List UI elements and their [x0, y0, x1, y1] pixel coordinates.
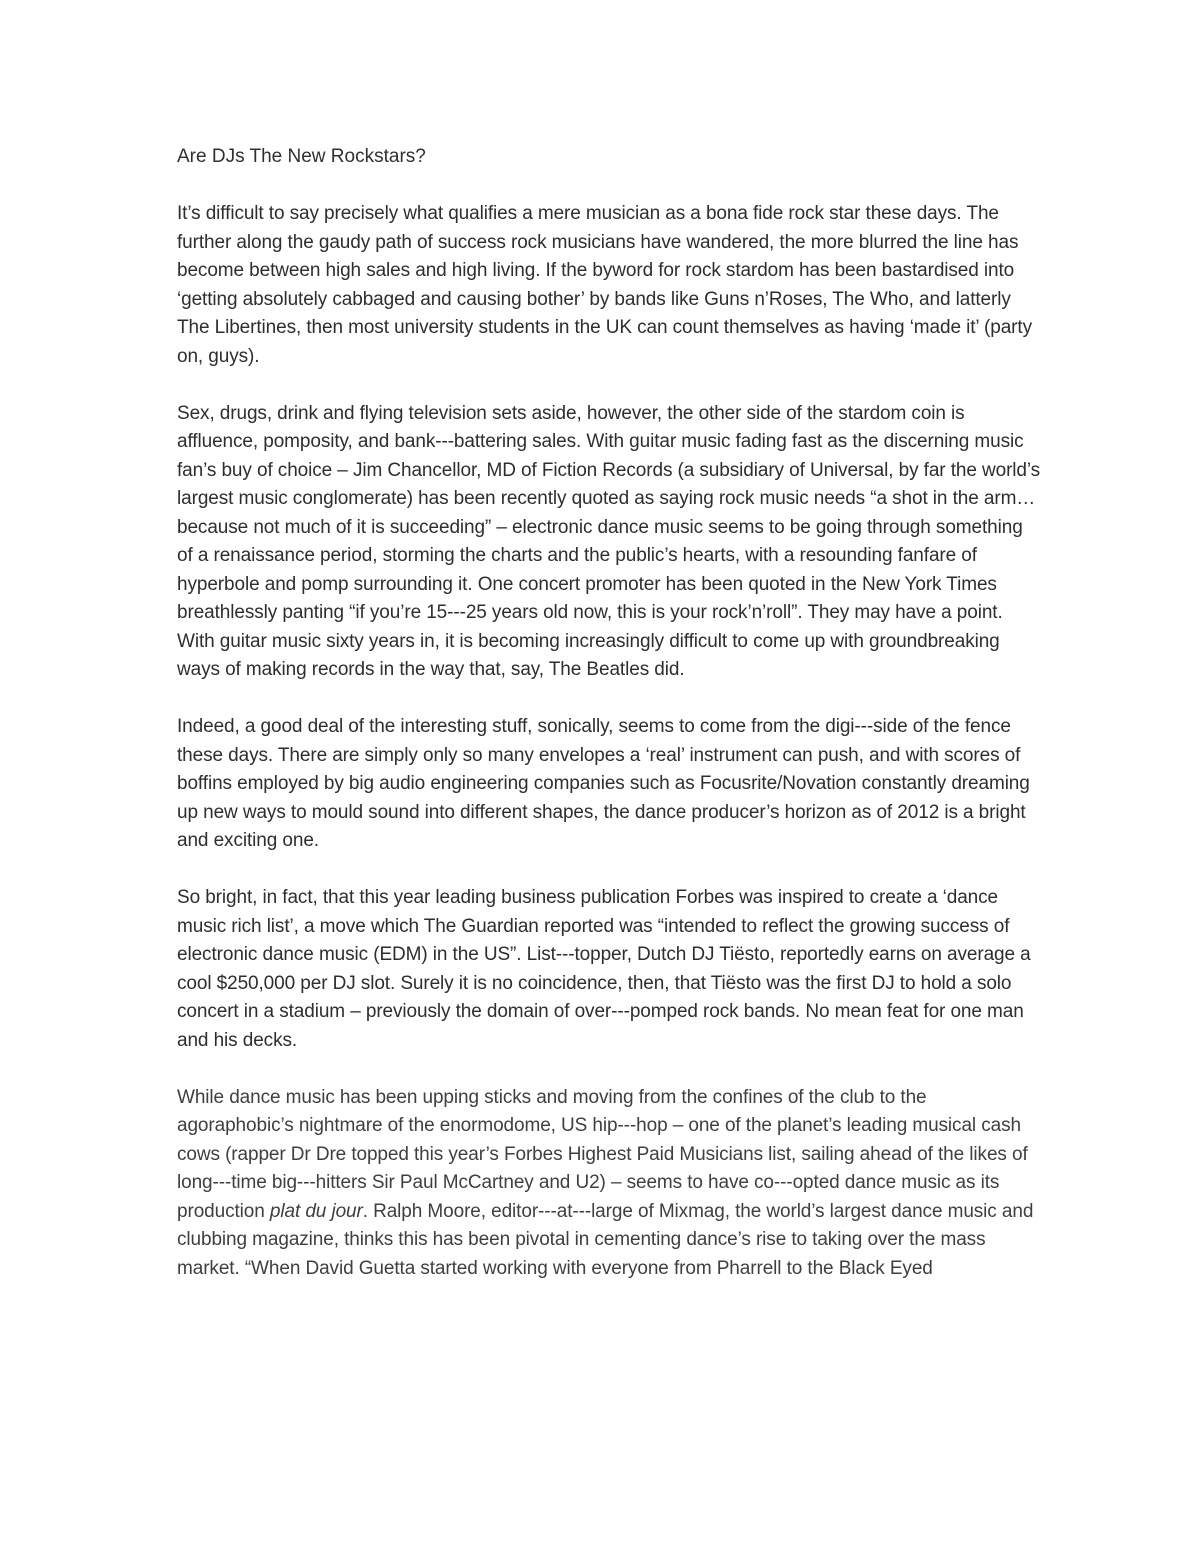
paragraph-hip-hop-italic: plat du jour — [269, 1200, 363, 1222]
paragraph-forbes-rich-list: So bright, in fact, that this year leading business publication Forbes was inspired to create a ‘dance music rich list’, a move which The Guardian reported was “intended to reflect the growing success of electronic dance music (EDM) in the US”. List---topper, Dutch DJ Tiësto, reportedly earns on average a cool $250,000 per DJ slot. Surely it is no coincidence, then, that Tiësto was the first DJ to hold a solo concert in a stadium – previously the domain of over---pomped rock bands. No mean feat for one man and his decks. — [177, 887, 1031, 1051]
paragraph-rock-star-definition: It’s difficult to say precisely what qualifies a mere musician as a bona fide rock star these days. The further along the gaudy path of success rock musicians have wandered, the more blurred the line has become between high sales and high living. If the byword for rock stardom has been bastardised into ‘getting absolutely cabbaged and causing bother’ by bands like Guns n’Roses, The Who, and latterly The Libertines, then most university students in the UK can count themselves as having ‘made it’ (party on, guys). — [177, 203, 1032, 367]
paragraph-hip-hop — [177, 1084, 1043, 1284]
document-page — [177, 142, 1043, 1312]
document-title: Are DJs The New Rockstars? — [177, 146, 426, 167]
paragraph-hip-hop-before: While dance music has been upping sticks and moving from the confines of the club to the agoraphobic’s nightmare of the enormodome, US hip---hop – one of the planet’s leading musical cash cows (rapper Dr Dre topped this year’s Forbes Highest Paid Musicians list, sailing ahead of the likes of long---time big---hitters Sir Paul McCartney and U2) – seems to have co---opted dance music as its production — [177, 1086, 1028, 1222]
paragraph-digi-side: Indeed, a good deal of the interesting stuff, sonically, seems to come from the digi---side of the fence these days. There are simply only so many envelopes a ‘real’ instrument can push, and with scores of boffins employed by big audio engineering companies such as Focusrite/Novation constantly dreaming up new ways to mould sound into different shapes, the dance producer’s horizon as of 2012 is a bright and exciting one. — [177, 716, 1030, 851]
paragraph-hip-hop-after: . Ralph Moore, editor---at---large of Mixmag, the world’s largest dance music and clubbing magazine, thinks this has been pivotal in cementing dance’s rise to taking over the mass market. “When David Guetta started working with everyone from Pharrell to the Black Eyed — [177, 1200, 1034, 1279]
paragraph-stardom-coin: Sex, drugs, drink and flying television sets aside, however, the other side of the stardom coin is affluence, pomposity, and bank---battering sales. With guitar music fading fast as the discerning music fan’s buy of choice – Jim Chancellor, MD of Fiction Records (a subsidiary of Universal, by far the world’s largest music conglomerate) has been recently quoted as saying rock music needs “a shot in the arm… because not much of it is succeeding” – electronic dance music seems to be going through something of a renaissance period, storming the charts and the public’s hearts, with a resounding fanfare of hyperbole and pomp surrounding it. One concert promoter has been quoted in the New York Times breathlessly panting “if you’re 15---25 years old now, this is your rock’n’roll”. They may have a point. With guitar music sixty years in, it is becoming increasingly difficult to come up with groundbreaking ways of making records in the way that, say, The Beatles did. — [177, 402, 1041, 680]
